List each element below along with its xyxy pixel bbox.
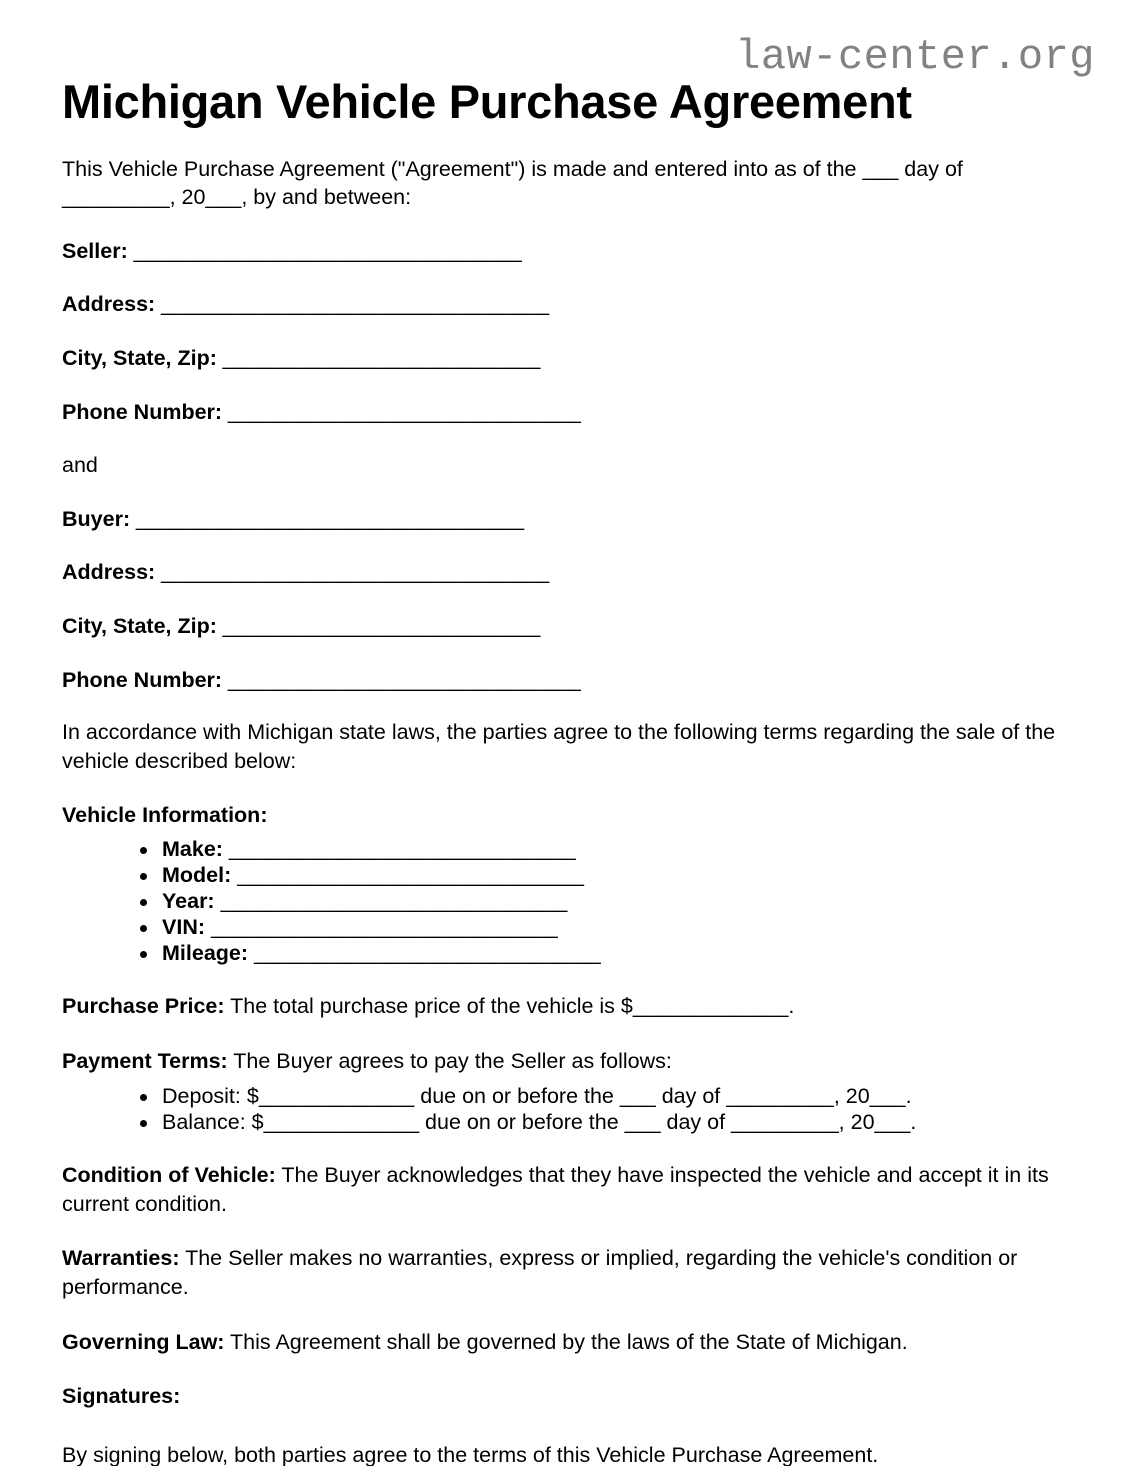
vehicle-mileage-blank[interactable]: _____________________________ [248, 940, 601, 965]
vehicle-model-blank[interactable]: _____________________________ [231, 862, 585, 887]
closing-paragraph: By signing below, both parties agree to the terms of this Vehicle Purchase Agreement. [62, 1442, 879, 1466]
vehicle-make-label: Make: [162, 836, 223, 861]
warranties-text: The Seller makes no warranties, express or implied, regarding the vehicle's condition or performance. [62, 1246, 1018, 1299]
buyer-city-label: City, State, Zip: [62, 613, 217, 638]
condition-of-vehicle-text: The Buyer acknowledges that they have inspected the vehicle and accept it in its current condition. [62, 1163, 1049, 1216]
buyer-city-field [62, 587, 1071, 641]
buyer-phone-field [62, 641, 1071, 695]
list-item [140, 940, 1071, 966]
condition-of-vehicle-clause [62, 1135, 1071, 1218]
vehicle-year-label: Year: [162, 888, 215, 913]
buyer-address-label: Address: [62, 560, 156, 585]
vehicle-year-blank[interactable]: _____________________________ [214, 888, 568, 913]
seller-name-field [62, 212, 1071, 266]
balance-label: Balance: $ [162, 1110, 264, 1135]
seller-phone-field [62, 373, 1071, 427]
seller-name-label: Seller: [62, 238, 128, 263]
deposit-label: Deposit: $ [162, 1084, 259, 1109]
buyer-phone-blank[interactable]: ______________________________ [222, 667, 581, 692]
vehicle-make-blank[interactable]: _____________________________ [222, 836, 576, 861]
vehicle-information-heading: Vehicle Information: [62, 803, 268, 828]
seller-address-label: Address: [62, 292, 156, 317]
purchase-price-end: . [788, 993, 795, 1018]
seller-city-label: City, State, Zip: [62, 346, 217, 370]
vehicle-vin-blank[interactable]: _____________________________ [205, 914, 558, 939]
payment-terms-list [62, 1075, 1071, 1135]
buyer-name-blank[interactable]: _________________________________ [130, 506, 524, 531]
buyer-address-blank[interactable]: _________________________________ [155, 560, 549, 585]
warranties-label: Warranties: [62, 1246, 180, 1271]
accordance-paragraph: In accordance with Michigan state laws, the parties agree to the following terms regarding the sale of the vehicle described below: [62, 720, 1056, 773]
seller-address-field [62, 265, 1071, 319]
page-title: Michigan Vehicle Purchase Agreement [62, 75, 912, 128]
seller-address-blank[interactable]: _________________________________ [155, 292, 549, 317]
buyer-phone-label: Phone Number: [62, 667, 223, 692]
conjunction-and: and [62, 453, 98, 478]
purchase-price-label: Purchase Price: [62, 993, 225, 1018]
purchase-price-text: The total purchase price of the vehicle is $ [224, 993, 633, 1018]
seller-name-blank[interactable]: _________________________________ [127, 238, 522, 263]
buyer-name-field [62, 480, 1071, 534]
seller-phone-label: Phone Number: [62, 399, 223, 424]
vehicle-model-label: Model: [162, 862, 232, 887]
signatures-heading: Signatures: [62, 1384, 181, 1409]
payment-terms-text: The Buyer agrees to pay the Seller as follows: [227, 1048, 672, 1073]
governing-law-text: This Agreement shall be governed by the laws of the State of Michigan. [224, 1329, 908, 1354]
balance-due-text: due on or before the ___ day of _________, 20___. [419, 1110, 917, 1135]
condition-of-vehicle-label: Condition of Vehicle: [62, 1163, 276, 1188]
seller-city-field [62, 319, 1071, 373]
list-item [140, 914, 1071, 940]
payment-terms-clause [62, 1021, 1071, 1076]
deposit-amount-blank[interactable]: _____________ [258, 1084, 415, 1109]
warranties-clause [62, 1218, 1071, 1301]
seller-phone-blank[interactable]: ______________________________ [222, 399, 581, 424]
vehicle-vin-label: VIN: [162, 914, 205, 939]
buyer-city-blank[interactable]: ___________________________ [216, 613, 541, 638]
purchase-price-blank[interactable]: _____________ [632, 993, 789, 1018]
list-item [140, 836, 1071, 862]
intro-paragraph: This Vehicle Purchase Agreement ("Agreement") is made and entered into as of the ___ day of _________, 20___, by and between: [62, 156, 963, 210]
list-item [140, 1109, 1071, 1135]
purchase-price-clause [62, 966, 1071, 1021]
list-item [140, 1083, 1071, 1109]
buyer-name-label: Buyer: [62, 506, 131, 531]
balance-amount-blank[interactable]: _____________ [263, 1110, 420, 1135]
site-watermark: law-center.org [735, 33, 1095, 81]
list-item [140, 862, 1071, 888]
vehicle-mileage-label: Mileage: [162, 940, 249, 965]
governing-law-label: Governing Law: [62, 1329, 225, 1354]
payment-terms-label: Payment Terms: [62, 1048, 228, 1073]
deposit-due-text: due on or before the ___ day of _________, 20___. [414, 1084, 912, 1109]
seller-city-blank[interactable]: ___________________________ [216, 346, 541, 370]
vehicle-information-list [62, 830, 1071, 966]
governing-law-clause [62, 1302, 1071, 1357]
list-item [140, 888, 1071, 914]
buyer-address-field [62, 533, 1071, 587]
